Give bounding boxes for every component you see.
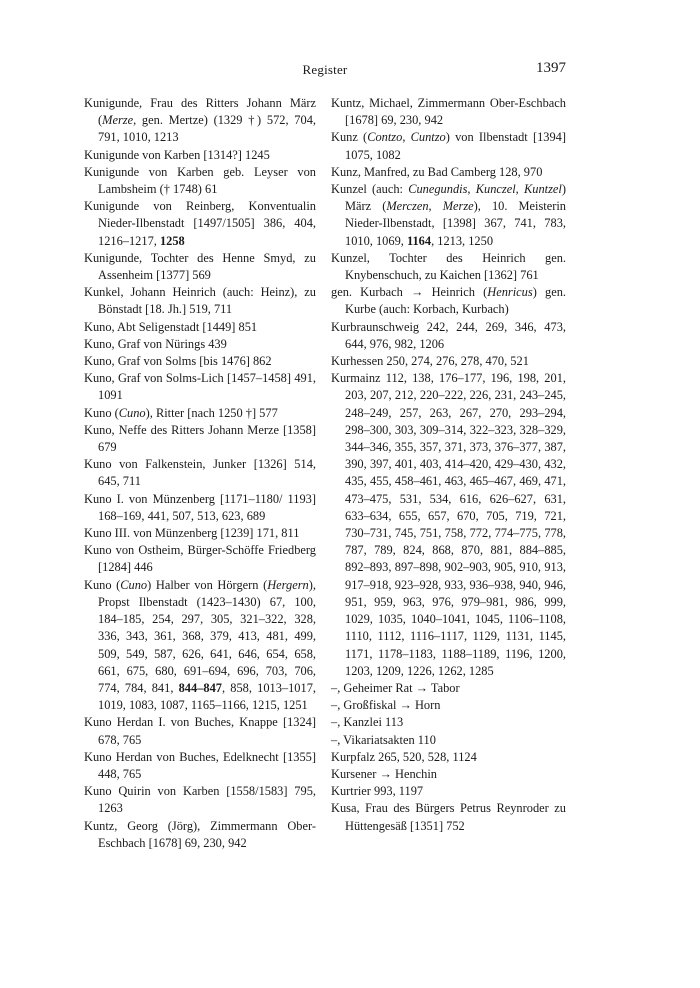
index-entry: Kuntz, Georg (Jörg), Zimmermann Ober-Eschbach [1678] 69, 230, 942 bbox=[84, 818, 316, 850]
index-entry: Kunzel (auch: Cunegundis, Kunczel, Kuntzel) März (Merczen, Merze), 10. Meisterin Nieder-Ilbenstadt, [1398] 367, 741, 783, 1010, 1069, 1164, 1213, 1250 bbox=[331, 182, 566, 248]
index-entry: –, Vikariatsakten 110 bbox=[331, 732, 436, 747]
index-entry: Kunz (Contzo, Cuntzo) von Ilbenstadt [1394] 1075, 1082 bbox=[331, 130, 566, 162]
index-entry: Kuno Quirin von Karben [1558/1583] 795, 1263 bbox=[84, 784, 316, 816]
index-entry: Kuno, Abt Seligenstadt [1449] 851 bbox=[84, 319, 258, 334]
index-entry: Kurtrier 993, 1197 bbox=[331, 784, 424, 799]
running-header bbox=[84, 62, 566, 82]
index-entry: Kurbraunschweig 242, 244, 269, 346, 473, 644, 976, 982, 1206 bbox=[331, 319, 566, 351]
index-entry: Kuno Herdan I. von Buches, Knappe [1324] 678, 765 bbox=[84, 715, 316, 747]
running-title: Register bbox=[302, 62, 348, 77]
index-entry: Kuno von Ostheim, Bürger-Schöffe Friedberg [1284] 446 bbox=[84, 543, 316, 575]
index-entry: –, Kanzlei 113 bbox=[331, 715, 404, 730]
index-entry: Kunigunde, Tochter des Henne Smyd, zu Assenheim [1377] 569 bbox=[84, 250, 316, 283]
index-entry: Kuno, Neffe des Ritters Johann Merze [1358] 679 bbox=[84, 422, 316, 455]
index-entry: Kuno (Cuno) Halber von Hörgern (Hergern), Propst Ilbenstadt (1423–1430) 67, 100, 184–185, 254, 297, 305, 321–322, 328, 336, 343, 361, 368, 379, 413, 481, 499, 509, 549, 587, 626, 641, 646, 654, 658, 661, 675, 680, 691–694, 696, 703, 706, 774, 784, 841, 844–847, 858, 1013–1017, 1019, 1083, 1087, 1165–1166, 1215, 1251 bbox=[84, 577, 316, 713]
index-entry: Kunzel, Tochter des Heinrich gen. Knybenschuch, zu Kaichen [1362] 761 bbox=[331, 250, 566, 283]
index-entry: Kusa, Frau des Bürgers Petrus Reynroder zu Hüttengesäß [1351] 752 bbox=[331, 801, 566, 833]
index-entry: Kuno (Cuno), Ritter [nach 1250 †] 577 bbox=[84, 405, 278, 420]
index-entry: –, Großfiskal → Horn bbox=[331, 698, 441, 713]
index-entry: Kurpfalz 265, 520, 528, 1124 bbox=[331, 749, 477, 764]
index-entry: Kuno von Falkenstein, Junker [1326] 514, 645, 711 bbox=[84, 457, 316, 489]
index-entry: Kursener → Henchin bbox=[331, 766, 437, 781]
index-entry: Kunigunde, Frau des Ritters Johann März (Merze, gen. Mertze) (1329 †) 572, 704, 791, 1010, 1213 bbox=[84, 96, 316, 145]
index-entry: Kuno, Graf von Nürings 439 bbox=[84, 336, 227, 351]
index-entry: Kuno III. von Münzenberg [1239] 171, 811 bbox=[84, 526, 300, 541]
index-entry: –, Geheimer Rat → Tabor bbox=[331, 680, 460, 695]
index-entry: Kunigunde von Reinberg, Konventualin Nieder-Ilbenstadt [1497/1505] 386, 404, 1216–1217, 1258 bbox=[84, 199, 316, 248]
index-entry: Kunz, Manfred, zu Bad Camberg 128, 970 bbox=[331, 164, 543, 179]
index-column-right bbox=[331, 95, 566, 835]
index-entry: Kunigunde von Karben geb. Leyser von Lambsheim († 1748) 61 bbox=[84, 164, 316, 197]
index-entry: Kurhessen 250, 274, 276, 278, 470, 521 bbox=[331, 354, 529, 369]
index-entry: Kuntz, Michael, Zimmermann Ober-Eschbach [1678] 69, 230, 942 bbox=[331, 96, 566, 128]
index-entry: Kunkel, Johann Heinrich (auch: Heinz), zu Bönstadt [18. Jh.] 519, 711 bbox=[84, 285, 316, 317]
index-entry: Kunigunde von Karben [1314?] 1245 bbox=[84, 147, 270, 162]
index-entry: Kuno I. von Münzenberg [1171–1180/ 1193] 168–169, 441, 507, 513, 623, 689 bbox=[84, 491, 316, 523]
index-entry: Kurmainz 112, 138, 176–177, 196, 198, 201, 203, 207, 212, 220–222, 226, 231, 243–245, 248–249, 257, 263, 267, 270, 293–294, 298–300, 303, 309–314, 322–323, 328–329, 344–346, 355, 357, 371, 373, 376–377, 387, 390, 397, 401, 403, 414–420, 429–430, 432, 435, 455, 458–461, 463, 465–467, 469, 471, 473–475, 531, 534, 616, 626–627, 631, 633–634, 655, 657, 670, 705, 719, 721, 730–731, 745, 751, 758, 772, 774–775, 778, 787, 789, 824, 868, 870, 881, 884–885, 892–893, 897–898, 902–903, 905, 910, 913, 917–918, 923–928, 933, 936–938, 940, 946, 951, 959, 963, 976, 979–981, 986, 999, 1029, 1035, 1040–1041, 1045, 1106–1108, 1110, 1112, 1116–1117, 1129, 1131, 1145, 1171, 1178–1183, 1188–1189, 1196, 1200, 1203, 1209, 1226, 1262, 1285 bbox=[331, 371, 566, 678]
index-entry: Kuno, Graf von Solms [bis 1476] 862 bbox=[84, 354, 272, 369]
page-number: 1397 bbox=[536, 60, 566, 76]
index-entry: gen. Kurbach → Heinrich (Henricus) gen. Kurbe (auch: Korbach, Kurbach) bbox=[331, 285, 567, 317]
index-entry: Kuno Herdan von Buches, Edelknecht [1355] 448, 765 bbox=[84, 749, 316, 781]
index-entry: Kuno, Graf von Solms-Lich [1457–1458] 491, 1091 bbox=[84, 371, 316, 403]
index-column-left bbox=[84, 95, 316, 852]
